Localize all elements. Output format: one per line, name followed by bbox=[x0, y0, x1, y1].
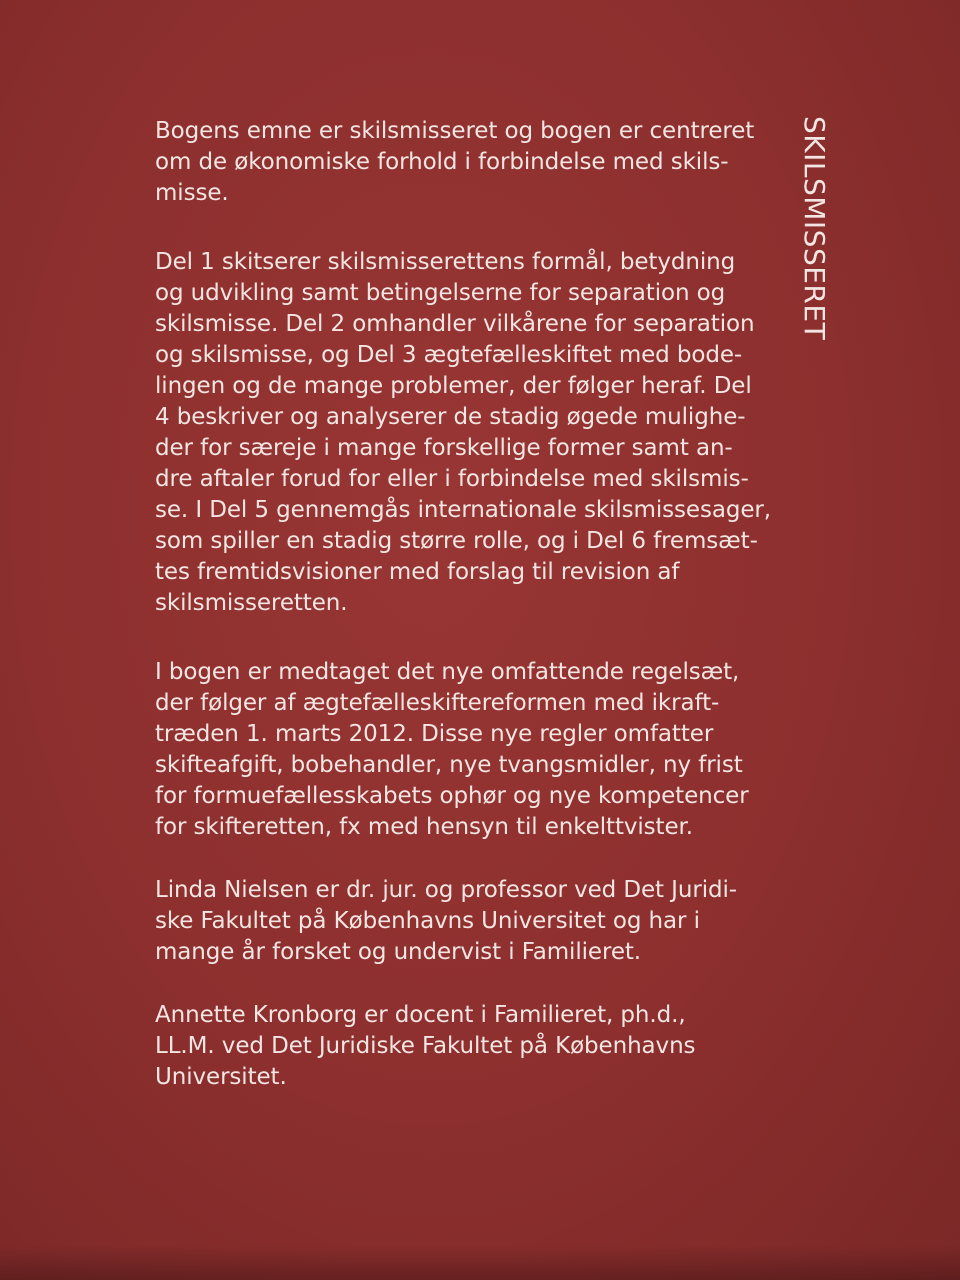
text-line: Universitet. bbox=[155, 1064, 287, 1090]
text-line: for formuefællesskabets ophør og nye kompetencer bbox=[155, 783, 749, 809]
text-line: Annette Kronborg er docent i Familieret, ph.d., bbox=[155, 1002, 686, 1028]
text-line: træden 1. marts 2012. Disse nye regler omfatter bbox=[155, 721, 714, 747]
text-line: tes fremtidsvisioner med forslag til revision af bbox=[155, 559, 680, 585]
text-line: LL.M. ved Det Juridiske Fakultet på Københavns bbox=[155, 1033, 696, 1059]
text-line: se. I Del 5 gennemgås internationale skilsmissesager, bbox=[155, 497, 771, 523]
text-line: der følger af ægtefælleskiftereformen med ikraft- bbox=[155, 690, 720, 716]
text-line: Linda Nielsen er dr. jur. og professor ved Det Juridi- bbox=[155, 877, 737, 903]
text-line: Del 1 skitserer skilsmisserettens formål, betydning bbox=[155, 249, 736, 275]
text-line: dre aftaler forud for eller i forbindelse med skilsmis- bbox=[155, 466, 749, 492]
text-line: for skifteretten, fx med hensyn til enkelttvister. bbox=[155, 814, 693, 840]
text-line: 4 beskriver og analyserer de stadig øgede mulighe- bbox=[155, 404, 746, 430]
paragraph-author-kronborg bbox=[155, 1000, 775, 1093]
text-line: som spiller en stadig større rolle, og i Del 6 fremsæt- bbox=[155, 528, 758, 554]
text-line: mange år forsket og undervist i Familieret. bbox=[155, 939, 642, 965]
text-line: I bogen er medtaget det nye omfattende regelsæt, bbox=[155, 659, 740, 685]
text-line: ske Fakultet på Københavns Universitet og har i bbox=[155, 908, 700, 934]
text-line: skifteafgift, bobehandler, nye tvangsmidler, ny frist bbox=[155, 752, 743, 778]
text-line: lingen og de mange problemer, der følger heraf. Del bbox=[155, 373, 752, 399]
text-line: skilsmisse. Del 2 omhandler vilkårene for separation bbox=[155, 311, 755, 337]
text-line: der for særeje i mange forskellige former samt an- bbox=[155, 435, 733, 461]
text-line: om de økonomiske forhold i forbindelse med skils- bbox=[155, 149, 729, 175]
text-line: misse. bbox=[155, 180, 229, 206]
blurb-text bbox=[155, 116, 775, 1093]
spine-title: SKILSMISSERET bbox=[798, 116, 831, 341]
paragraph-contents bbox=[155, 247, 775, 619]
text-line: Bogens emne er skilsmisseret og bogen er centreret bbox=[155, 118, 755, 144]
paragraph-intro bbox=[155, 116, 775, 209]
paragraph-reform bbox=[155, 657, 775, 843]
paragraph-author-nielsen bbox=[155, 875, 775, 968]
text-line: skilsmisseretten. bbox=[155, 590, 348, 616]
text-line: og skilsmisse, og Del 3 ægtefælleskiftet med bode- bbox=[155, 342, 743, 368]
text-line: og udvikling samt betingelserne for separation og bbox=[155, 280, 726, 306]
